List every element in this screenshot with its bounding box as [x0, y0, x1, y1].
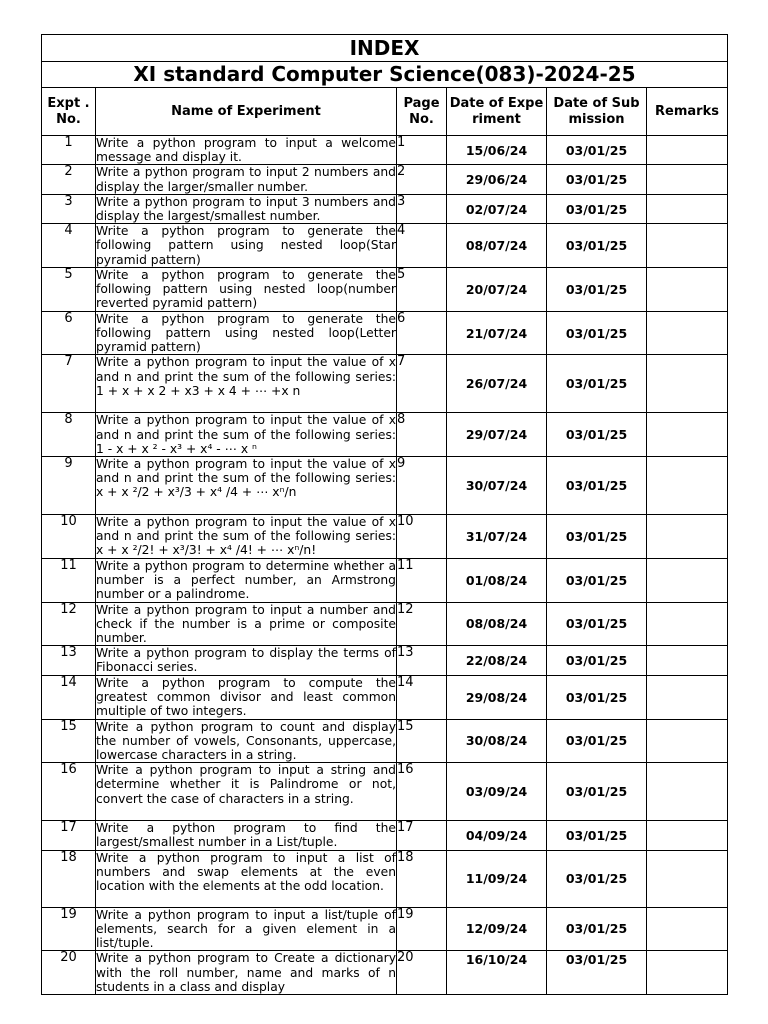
remarks-cell	[647, 515, 728, 559]
page-title: INDEX	[42, 35, 728, 62]
date-of-experiment-cell: 08/07/24	[447, 224, 547, 268]
date-of-experiment-cell: 20/07/24	[447, 267, 547, 311]
date-of-submission-cell: 03/01/25	[547, 311, 647, 355]
page-no-cell: 11	[397, 559, 447, 603]
table-row	[42, 821, 728, 850]
table-row	[42, 311, 728, 355]
date-of-submission-cell: 03/01/25	[547, 457, 647, 515]
header-date-of-submission: Date of Submission	[547, 88, 647, 136]
remarks-cell	[647, 907, 728, 951]
remarks-cell	[647, 951, 728, 995]
remarks-cell	[647, 194, 728, 223]
table-row	[42, 675, 728, 719]
page-no-cell: 8	[397, 413, 447, 457]
date-of-experiment-cell: 31/07/24	[447, 515, 547, 559]
table-row	[42, 224, 728, 268]
date-of-submission-cell: 03/01/25	[547, 602, 647, 646]
date-of-submission-cell: 03/01/25	[547, 224, 647, 268]
experiment-name-cell: Write a python program to input a number and check if the number is a prime or composite number.	[96, 602, 396, 646]
table-row	[42, 559, 728, 603]
experiment-name-cell: Write a python program to generate the following pattern using nested loop(number reverted pyramid pattern)	[96, 267, 396, 311]
table-row	[42, 267, 728, 311]
header-expt-no: Expt . No.	[42, 88, 96, 136]
header-date-of-experiment: Date of Experiment	[447, 88, 547, 136]
table-row	[42, 646, 728, 675]
page-no-cell: 17	[397, 821, 447, 850]
date-of-submission-cell: 03/01/25	[547, 763, 647, 821]
table-row	[42, 515, 728, 559]
page-subtitle: XI standard Computer Science(083)-2024-25	[42, 62, 728, 88]
date-of-experiment-cell: 30/07/24	[447, 457, 547, 515]
page-no-cell: 15	[397, 719, 447, 763]
date-of-experiment-cell: 11/09/24	[447, 850, 547, 907]
experiment-name-cell: Write a python program to input 2 numbers and display the larger/smaller number.	[96, 165, 396, 194]
experiment-name-cell: Write a python program to input the value of x and n and print the sum of the following series: 1 - x + x ² - x³ + x⁴ - ⋯ x ⁿ	[96, 413, 396, 456]
remarks-cell	[647, 559, 728, 603]
page-no-cell: 12	[397, 602, 447, 646]
date-of-experiment-cell: 29/07/24	[447, 413, 547, 457]
remarks-cell	[647, 719, 728, 763]
page-no-cell: 7	[397, 355, 447, 413]
expt-no-cell: 17	[42, 821, 96, 850]
expt-no-cell: 10	[42, 515, 96, 559]
table-row	[42, 907, 728, 951]
experiment-name-cell: Write a python program to input the value of x and n and print the sum of the following series: x + x ²/2! + x³/3! + x⁴ /4! + ⋯ xⁿ/n!	[96, 515, 396, 558]
expt-no-cell: 8	[42, 413, 96, 457]
remarks-cell	[647, 457, 728, 515]
date-of-submission-cell: 03/01/25	[547, 413, 647, 457]
date-of-submission-cell: 03/01/25	[547, 850, 647, 907]
date-of-experiment-cell: 04/09/24	[447, 821, 547, 850]
page-no-cell: 19	[397, 907, 447, 951]
page-no-cell: 13	[397, 646, 447, 675]
remarks-cell	[647, 602, 728, 646]
table-row	[42, 763, 728, 821]
expt-no-cell: 2	[42, 165, 96, 194]
date-of-submission-cell: 03/01/25	[547, 646, 647, 675]
page-no-cell: 3	[397, 194, 447, 223]
experiment-name-cell: Write a python program to display the terms of Fibonacci series.	[96, 646, 396, 675]
expt-no-cell: 4	[42, 224, 96, 268]
experiment-name-cell: Write a python program to generate the following pattern using nested loop(Letter pyramid pattern)	[96, 311, 396, 355]
experiment-name-cell: Write a python program to input the value of x and n and print the sum of the following series: x + x ²/2 + x³/3 + x⁴ /4 + ⋯ xⁿ/n	[96, 457, 397, 515]
date-of-submission-cell: 03/01/25	[547, 194, 647, 223]
page-no-cell: 20	[397, 951, 447, 995]
experiment-name-cell: Write a python program to input a string and determine whether it is Palindrome or not, convert the case of characters in a string.	[96, 763, 397, 821]
experiment-name-cell: Write a python program to input a welcome message and display it.	[96, 136, 396, 165]
table-row	[42, 719, 728, 763]
experiment-name-cell: Write a python program to input a list of numbers and swap elements at the even location with the elements at the odd location.	[96, 850, 397, 907]
table-row	[42, 951, 728, 995]
remarks-cell	[647, 821, 728, 850]
remarks-cell	[647, 850, 728, 907]
table-row	[42, 194, 728, 223]
table-row	[42, 457, 728, 515]
page-no-cell: 16	[397, 763, 447, 821]
expt-no-cell: 9	[42, 457, 96, 515]
experiment-name-cell: Write a python program to generate the following pattern using nested loop(Star pyramid pattern)	[96, 224, 396, 267]
experiment-name-cell: Write a python program to determine whether a number is a perfect number, an Armstrong number or a palindrome.	[96, 559, 396, 602]
date-of-experiment-cell: 22/08/24	[447, 646, 547, 675]
date-of-experiment-cell: 21/07/24	[447, 311, 547, 355]
remarks-cell	[647, 267, 728, 311]
date-of-submission-cell: 03/01/25	[547, 675, 647, 719]
table-row	[42, 165, 728, 194]
date-of-experiment-cell: 08/08/24	[447, 602, 547, 646]
page-no-cell: 6	[397, 311, 447, 355]
date-of-submission-cell: 03/01/25	[547, 719, 647, 763]
table-row	[42, 355, 728, 413]
expt-no-cell: 5	[42, 267, 96, 311]
date-of-experiment-cell: 01/08/24	[447, 559, 547, 603]
remarks-cell	[647, 224, 728, 268]
date-of-experiment-cell: 29/08/24	[447, 675, 547, 719]
expt-no-cell: 12	[42, 602, 96, 646]
date-of-experiment-cell: 29/06/24	[447, 165, 547, 194]
page-no-cell: 4	[397, 224, 447, 268]
header-remarks: Remarks	[647, 88, 728, 136]
table-row	[42, 413, 728, 457]
experiment-name-cell: Write a python program to Create a dictionary with the roll number, name and marks of n students in a class and display	[96, 951, 396, 994]
date-of-experiment-cell: 16/10/24	[447, 951, 547, 995]
date-of-experiment-cell: 30/08/24	[447, 719, 547, 763]
date-of-experiment-cell: 02/07/24	[447, 194, 547, 223]
date-of-submission-cell: 03/01/25	[547, 355, 647, 413]
page-no-cell: 9	[397, 457, 447, 515]
remarks-cell	[647, 413, 728, 457]
remarks-cell	[647, 165, 728, 194]
page-no-cell: 2	[397, 165, 447, 194]
table-row	[42, 602, 728, 646]
date-of-experiment-cell: 15/06/24	[447, 136, 547, 165]
date-of-submission-cell: 03/01/25	[547, 821, 647, 850]
date-of-experiment-cell: 12/09/24	[447, 907, 547, 951]
expt-no-cell: 13	[42, 646, 96, 675]
expt-no-cell: 18	[42, 850, 96, 907]
experiment-name-cell: Write a python program to input a list/tuple of elements, search for a given element in a list/tuple.	[96, 907, 396, 951]
experiment-rows	[42, 136, 728, 995]
index-table	[41, 34, 728, 995]
expt-no-cell: 14	[42, 675, 96, 719]
page-no-cell: 1	[397, 136, 447, 165]
date-of-submission-cell: 03/01/25	[547, 907, 647, 951]
experiment-name-cell: Write a python program to count and display the number of vowels, Consonants, uppercase, lowercase characters in a string.	[96, 719, 396, 763]
date-of-submission-cell: 03/01/25	[547, 515, 647, 559]
remarks-cell	[647, 646, 728, 675]
page-no-cell: 10	[397, 515, 447, 559]
remarks-cell	[647, 136, 728, 165]
date-of-submission-cell: 03/01/25	[547, 267, 647, 311]
remarks-cell	[647, 311, 728, 355]
header-name-of-experiment: Name of Experiment	[96, 88, 397, 136]
page-no-cell: 14	[397, 675, 447, 719]
date-of-submission-cell: 03/01/25	[547, 165, 647, 194]
date-of-submission-cell: 03/01/25	[547, 136, 647, 165]
expt-no-cell: 7	[42, 355, 96, 413]
date-of-experiment-cell: 26/07/24	[447, 355, 547, 413]
date-of-submission-cell: 03/01/25	[547, 559, 647, 603]
date-of-submission-cell: 03/01/25	[547, 951, 647, 995]
expt-no-cell: 15	[42, 719, 96, 763]
page-no-cell: 5	[397, 267, 447, 311]
table-row	[42, 850, 728, 907]
expt-no-cell: 1	[42, 136, 96, 165]
expt-no-cell: 11	[42, 559, 96, 603]
expt-no-cell: 19	[42, 907, 96, 951]
expt-no-cell: 6	[42, 311, 96, 355]
date-of-experiment-cell: 03/09/24	[447, 763, 547, 821]
page-no-cell: 18	[397, 850, 447, 907]
table-row	[42, 136, 728, 165]
experiment-name-cell: Write a python program to find the largest/smallest number in a List/tuple.	[96, 821, 396, 850]
remarks-cell	[647, 355, 728, 413]
expt-no-cell: 20	[42, 951, 96, 995]
experiment-name-cell: Write a python program to input the value of x and n and print the sum of the following series: 1 + x + x 2 + x3 + x 4 + ⋯ +x n	[96, 355, 397, 413]
experiment-name-cell: Write a python program to compute the greatest common divisor and least common multiple of two integers.	[96, 675, 396, 719]
header-page-no: Page No.	[397, 88, 447, 136]
remarks-cell	[647, 763, 728, 821]
experiment-name-cell: Write a python program to input 3 numbers and display the largest/smallest number.	[96, 194, 396, 224]
expt-no-cell: 16	[42, 763, 96, 821]
expt-no-cell: 3	[42, 194, 96, 223]
remarks-cell	[647, 675, 728, 719]
